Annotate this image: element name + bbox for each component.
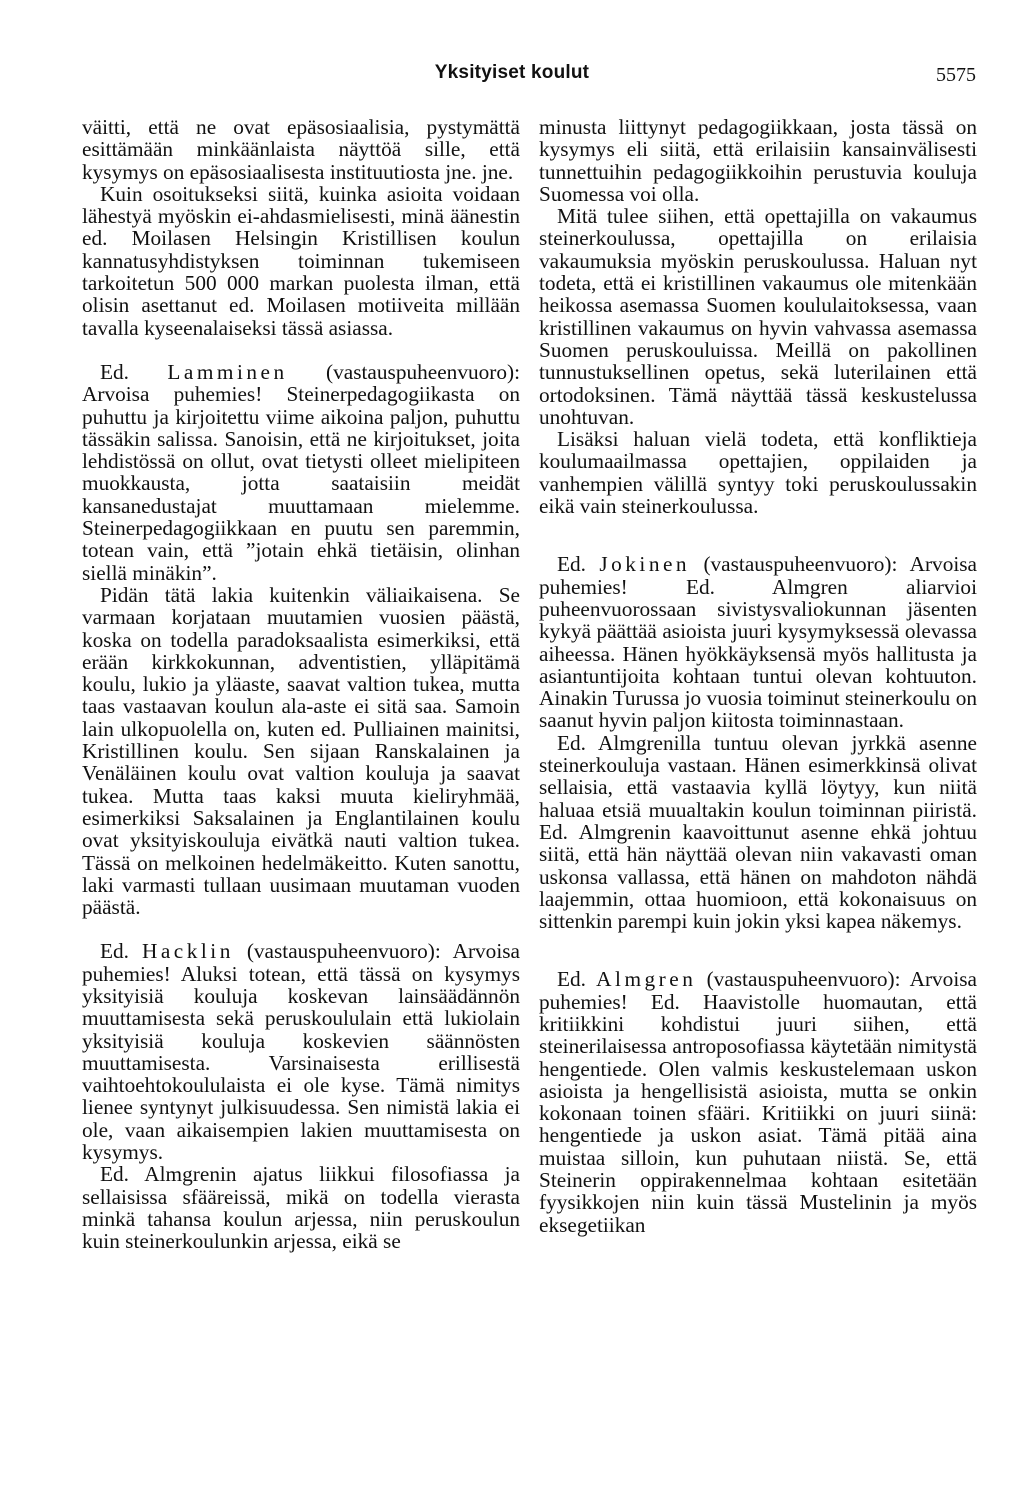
speech-text: (vastauspuheenvuoro): Arvoisa puhemies! Aluksi totean, että tässä on kysymys yksityisiä kouluja koskevan lainsäädännön muuttamisesta sekä peruskoululain että lukiolain yksityisiä kouluja koskevien säännösten muuttamisesta. Varsinaisesta erillisestä vaihtoehtokoululaista ei ole kyse. Tämä nimitys lienee syntynyt julkisuudessa. Sen nimistä lakia ei ole, vaan aikaisempien lakien muuttamisesta on kysymys. xyxy=(82,939,520,1165)
running-title: Yksityiset koulut xyxy=(434,62,590,83)
paragraph: Kuin osoitukseksi siitä, kuinka asioita voidaan lähestyä myöskin ei-ahdasmielisesti, minä äänestin ed. Moilasen Helsingin Kristillisen koulun kannatusyhdistyksen toiminnan tukemiseen tarkoitetun 500 000 markan puolesta ilman, että olisin asettanut ed. Moilasen motiiveita millään tavalla kyseenalaiseksi tässä asiassa. xyxy=(82,181,520,340)
speaker-name: Hacklin xyxy=(141,939,234,964)
paragraph: Ed. Almgrenilla tuntuu olevan jyrkkä asenne steinerkouluja vastaan. Hänen esimerkkinsä olivat sellaisia, että vastaavia kyllä löytyy, kun niitä haluaa etsiä muualtakin koulun toiminnan piiristä. Ed. Almgrenin kaavoittunut asenne ehkä johtuu siitä, että hän näyttää olevan niin vakavasti oman uskonsa vallassa, että hänen on mahdoton nähdä laajemmin, ottaa huomioon, että kokonaisuus on sittenkin parempi kuin jokin yksi kapea näkemys. xyxy=(539,730,977,934)
paragraph: minusta liittynyt pedagogiikkaan, josta tässä on kysymys eli siitä, että erilaisiin kansainvälisesti tunnettuihin pedagogiikkoihin perustuvia kouluja Suomessa voi olla. xyxy=(539,115,977,206)
speech-lamminen xyxy=(82,361,520,584)
speech-prefix: Ed. xyxy=(557,552,586,577)
speaker-name: Lamminen xyxy=(167,359,288,384)
paragraph: Ed. Almgrenin ajatus liikkui filosofiassa ja sellaisissa sfääreissä, mikä on todella vierasta minkä tahansa koulun arjessa, niin peruskoulun kuin steinerkoulunkin arjessa, eikä se xyxy=(82,1162,520,1254)
speech-text: (vastauspuheenvuoro): Arvoisa puhemies! Ed. Almgren aliarvioi puheenvuorossaan sivistysvaliokunnan jäsenten kykyä päättää asioista juuri kysymyksessä olevassa aiheessa. Hänen hyökkäyksensä myös hallitusta ja asiantuntijoita kohtaan tuntui olevan kohtuuton. Ainakin Turussa jo vuosia toiminut steinerkoulu on saanut hyvin paljon kiitosta toiminnastaan. xyxy=(539,552,978,733)
speech-hacklin xyxy=(82,940,520,1163)
speech-text: (vastauspuheenvuoro): Arvoisa puhemies! Steinerpedagogiikasta on puhuttu ja kirjoitettu viime aikoina paljon, puhuttu tässäkin salissa. Sanoisin, että ne kirjoitukset, joita lehdistössä on ollut, ovat tietysti olleet mielipiteen muokkausta, jotta saataisiin meidät kansanedustajat muuttamaan mielemme. Steinerpedagogiikkaan en puutu sen paremmin, totean vain, että ”jotain ehkä tietäisin, olinhan siellä minäkin”. xyxy=(82,359,521,585)
paragraph: Lisäksi haluan vielä todeta, että konfliktieja koulumaailmassa opettajien, oppilaiden ja vanhempien välillä syntyy toki peruskoulussakin eikä vain steinerkoulussa. xyxy=(539,427,977,519)
speech-prefix: Ed. xyxy=(557,967,586,992)
speech-prefix: Ed. xyxy=(100,939,129,964)
paragraph: Mitä tulee siihen, että opettajilla on vakaumus steinerkoulussa, opettajilla on erilaisia vakaumuksia myöskin peruskoulussa. Haluan nyt todeta, että ei kristillinen vakaumus ole mitenkään heikossa asemassa Suomen koululaitoksessa, vaan kristillinen vakaumus on hyvin vahvassa asemassa Suomen peruskouluissa. Meillä on pakollinen tunnustuksellinen opetus, sekä luterilainen että ortodoksinen. Tämä näyttää tässä keskustelussa unohtuvan. xyxy=(539,204,977,429)
left-column xyxy=(82,116,520,1253)
speech-text: (vastauspuheenvuoro): Arvoisa puhemies! Ed. Haavistolle huomautan, että kritiikkini kohdistui juuri siihen, että steinerilaisessa antroposofiassa käytetään nimitystä hengentiede. Olen valmis keskustelemaan uskon asioista ja hengellisistä asioista, mutta se onkin kokonaan toinen sfääri. Kritiikki on juuri siinä: hengentiede ja uskon asiat. Tämä pitää aina muistaa silloin, kun puhutaan niistä. Se, että Steinerin oppirakennelmaa kohtaan esitetään fyysikkojen niin kuin tässä Mustelinin ja myös eksegetiikan xyxy=(539,967,977,1237)
paragraph: väitti, että ne ovat epäsosiaalisia, pystymättä esittämään minkäänlaista näyttöä sille, että kysymys on epäsosiaalisesta instituutiosta jne. jne. xyxy=(82,115,520,184)
speaker-name: Jokinen xyxy=(599,552,691,577)
speech-almgren xyxy=(539,968,977,1236)
speech-prefix: Ed. xyxy=(100,359,129,384)
right-column xyxy=(539,116,977,1236)
speaker-name: Almgren xyxy=(596,967,697,992)
page-number: 5575 xyxy=(936,64,976,86)
paragraph: Pidän tätä lakia kuitenkin väliaikaisena. Se varmaan korjataan muutamien vuosien päästä, koska on todella paradoksaalista esimerkiksi, että erään kirkkokunnan, adventistien, ylläpitämä koulu, lukio ja yläaste, saavat valtion tukea, mutta taas vastaavan koulun ala-aste ei sitä saa. Samoin lain ulkopuolella on, kuten ed. Pulliainen mainitsi, Kristillinen koulu. Sen sijaan Ranskalainen ja Venäläinen koulu ovat valtion kouluja ja saavat tukea. Mutta taas kaksi muuta kieliryhmää, esimerkiksi Saksalainen ja Englantilainen koulu ovat yksityiskouluja eivätkä nauti valtion tukea. Tässä on melkoinen hedelmäkeitto. Kuten sanottu, laki varmasti tullaan uusimaan muutaman vuoden päästä. xyxy=(82,582,520,920)
speech-jokinen xyxy=(539,553,977,731)
